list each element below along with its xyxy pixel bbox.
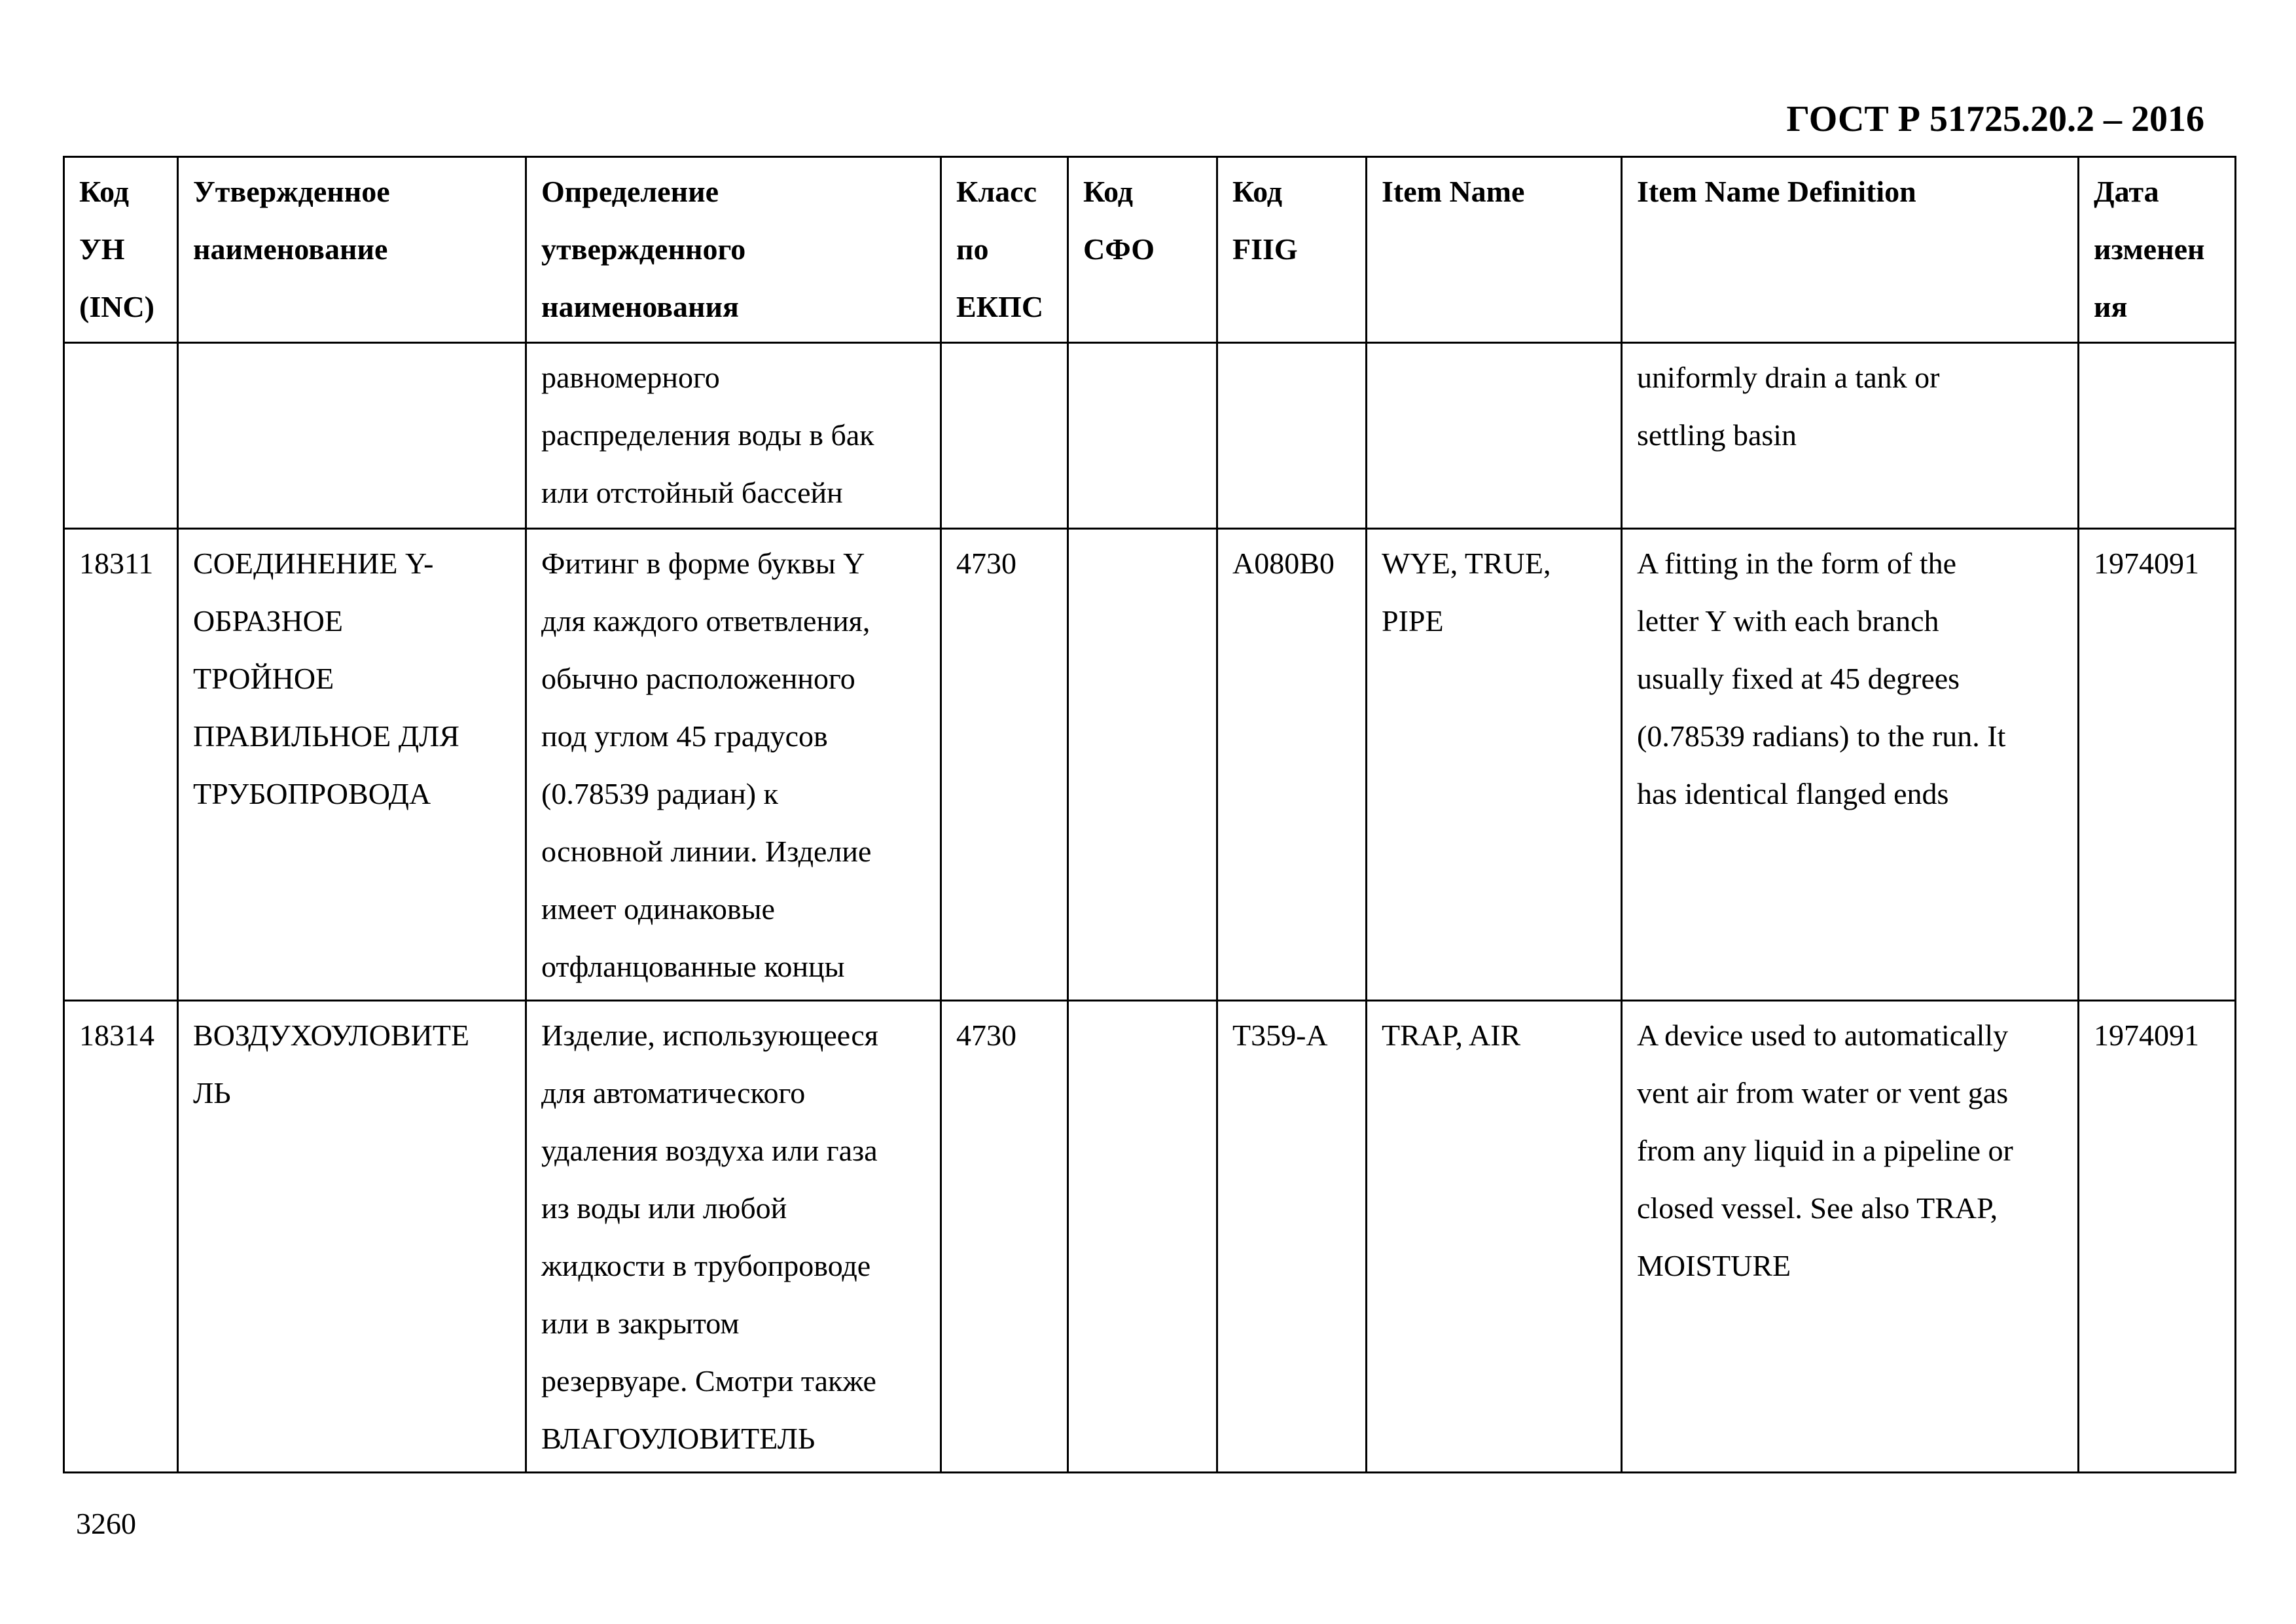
cell-approved-name <box>178 343 526 529</box>
cell-class <box>941 343 1068 529</box>
cell-change-date <box>2079 343 2236 529</box>
classification-table <box>63 156 2236 1473</box>
cell-item-name-definition: uniformly drain a tank or settling basin <box>1622 343 2079 529</box>
table-row <box>64 343 2236 529</box>
cell-inc <box>64 343 178 529</box>
column-header-inc: Код УН (INC) <box>64 157 178 343</box>
cell-approved-name: ВОЗДУХОУЛОВИТЕ ЛЬ <box>178 1001 526 1473</box>
cell-change-date: 1974091 <box>2079 1001 2236 1473</box>
table-row <box>64 1001 2236 1473</box>
table-row <box>64 529 2236 1001</box>
column-header-change-date: Дата изменен ия <box>2079 157 2236 343</box>
column-header-sfo-code: Код СФО <box>1068 157 1217 343</box>
cell-name-definition: Фитинг в форме буквы Y для каждого ответвления, обычно расположенного под углом 45 градусов (0.78539 радиан) к основной линии. Изделие имеет одинаковые отфланцованные концы <box>526 529 941 1001</box>
cell-sfo-code <box>1068 529 1217 1001</box>
cell-fiig-code: A080B0 <box>1217 529 1367 1001</box>
cell-name-definition: Изделие, использующееся для автоматического удаления воздуха или газа из воды или любой жидкости в трубопроводе или в закрытом резервуаре. Смотри также ВЛАГОУЛОВИТЕЛЬ <box>526 1001 941 1473</box>
column-header-fiig-code: Код FIIG <box>1217 157 1367 343</box>
cell-approved-name: СОЕДИНЕНИЕ Y- ОБРАЗНОЕ ТРОЙНОЕ ПРАВИЛЬНОЕ ДЛЯ ТРУБОПРОВОДА <box>178 529 526 1001</box>
cell-inc: 18314 <box>64 1001 178 1473</box>
cell-fiig-code <box>1217 343 1367 529</box>
standard-designation: ГОСТ Р 51725.20.2 – 2016 <box>1786 99 2204 139</box>
cell-item-name-definition: A device used to automatically vent air from water or vent gas from any liquid in a pipeline or closed vessel. See also TRAP, MOISTURE <box>1622 1001 2079 1473</box>
cell-item-name: WYE, TRUE, PIPE <box>1367 529 1622 1001</box>
cell-item-name: TRAP, AIR <box>1367 1001 1622 1473</box>
cell-sfo-code <box>1068 343 1217 529</box>
table-header-row <box>64 157 2236 343</box>
cell-name-definition: равномерного распределения воды в бак или отстойный бассейн <box>526 343 941 529</box>
cell-sfo-code <box>1068 1001 1217 1473</box>
column-header-item-name: Item Name <box>1367 157 1622 343</box>
page-number: 3260 <box>76 1507 136 1540</box>
cell-change-date: 1974091 <box>2079 529 2236 1001</box>
cell-class: 4730 <box>941 1001 1068 1473</box>
cell-inc: 18311 <box>64 529 178 1001</box>
column-header-class: Класс по ЕКПС <box>941 157 1068 343</box>
column-header-item-name-definition: Item Name Definition <box>1622 157 2079 343</box>
column-header-name-definition: Определение утвержденного наименования <box>526 157 941 343</box>
cell-item-name <box>1367 343 1622 529</box>
cell-class: 4730 <box>941 529 1068 1001</box>
column-header-approved-name: Утвержденное наименование <box>178 157 526 343</box>
cell-item-name-definition: A fitting in the form of the letter Y with each branch usually fixed at 45 degrees (0.78539 radians) to the run. It has identical flanged ends <box>1622 529 2079 1001</box>
cell-fiig-code: T359-A <box>1217 1001 1367 1473</box>
